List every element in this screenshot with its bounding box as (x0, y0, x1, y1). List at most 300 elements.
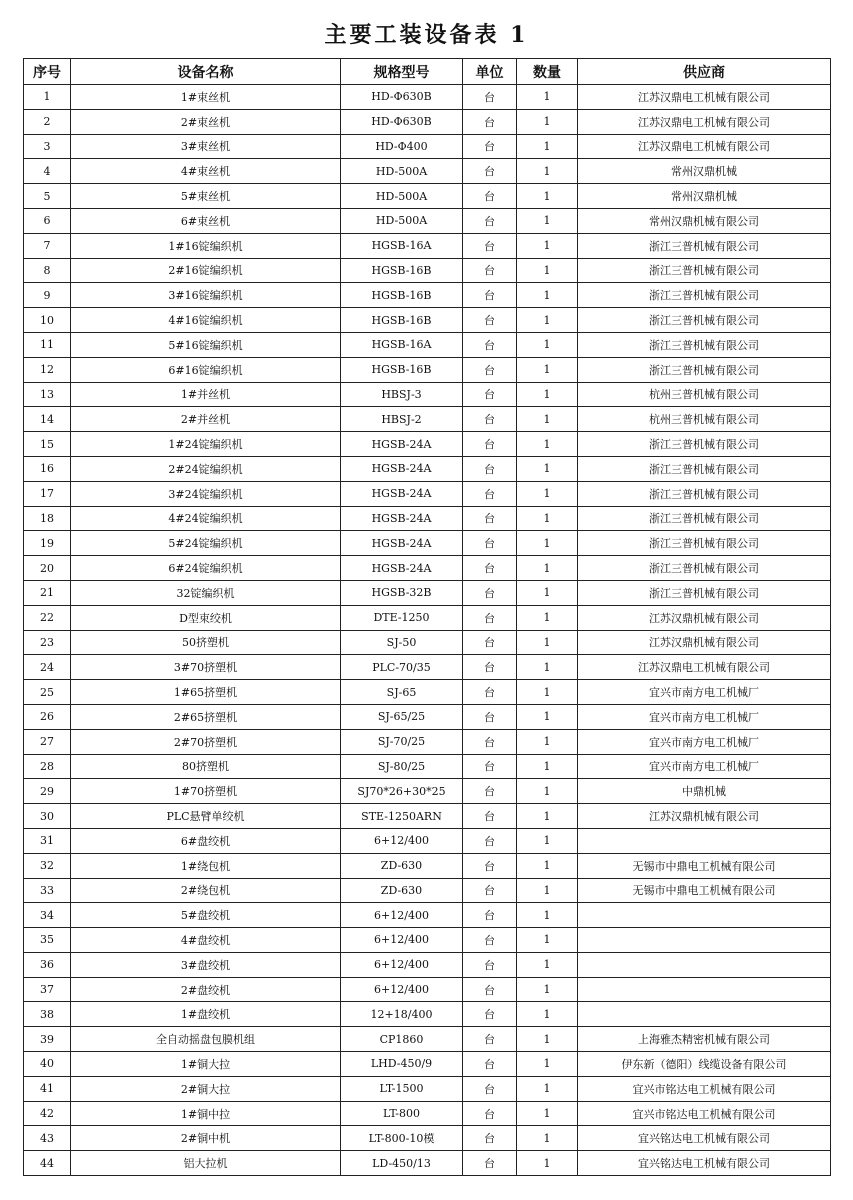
cell-spec-model: HGSB-24A (341, 432, 463, 457)
cell-spec-model: LT-1500 (341, 1076, 463, 1101)
cell-unit: 台 (463, 952, 517, 977)
cell-quantity: 1 (517, 704, 578, 729)
table-row (24, 432, 831, 457)
cell-spec-model: 6+12/400 (341, 952, 463, 977)
cell-quantity: 1 (517, 878, 578, 903)
cell-index: 14 (24, 407, 71, 432)
cell-supplier: 浙江三普机械有限公司 (578, 556, 831, 581)
cell-index: 16 (24, 456, 71, 481)
cell-quantity: 1 (517, 630, 578, 655)
cell-supplier: 浙江三普机械有限公司 (578, 233, 831, 258)
cell-unit: 台 (463, 85, 517, 110)
cell-spec-model: HGSB-16A (341, 233, 463, 258)
table-row (24, 283, 831, 308)
cell-spec-model: HGSB-24A (341, 506, 463, 531)
cell-spec-model: LD-450/13 (341, 1151, 463, 1176)
cell-supplier: 常州汉鼎机械有限公司 (578, 208, 831, 233)
cell-spec-model: 6+12/400 (341, 928, 463, 953)
cell-unit: 台 (463, 804, 517, 829)
cell-supplier: 江苏汉鼎电工机械有限公司 (578, 134, 831, 159)
cell-device-name: 3#束丝机 (71, 134, 341, 159)
cell-spec-model: PLC-70/35 (341, 655, 463, 680)
table-row (24, 332, 831, 357)
cell-index: 36 (24, 952, 71, 977)
cell-supplier: 浙江三普机械有限公司 (578, 506, 831, 531)
cell-index: 23 (24, 630, 71, 655)
header-supplier: 供应商 (578, 59, 831, 85)
table-row (24, 853, 831, 878)
table-row (24, 729, 831, 754)
cell-quantity: 1 (517, 556, 578, 581)
cell-device-name: 5#束丝机 (71, 184, 341, 209)
cell-device-name: 2#束丝机 (71, 109, 341, 134)
table-row (24, 630, 831, 655)
cell-unit: 台 (463, 754, 517, 779)
cell-spec-model: HGSB-24A (341, 556, 463, 581)
cell-device-name: 4#16锭编织机 (71, 308, 341, 333)
cell-device-name: 4#盘绞机 (71, 928, 341, 953)
cell-index: 3 (24, 134, 71, 159)
page-title: 主要工装设备表 1 (324, 22, 529, 48)
cell-quantity: 1 (517, 134, 578, 159)
cell-supplier: 江苏汉鼎电工机械有限公司 (578, 655, 831, 680)
cell-unit: 台 (463, 159, 517, 184)
cell-index: 17 (24, 481, 71, 506)
cell-spec-model: SJ-50 (341, 630, 463, 655)
cell-spec-model: ZD-630 (341, 878, 463, 903)
table-row (24, 85, 831, 110)
cell-device-name: PLC悬臂单绞机 (71, 804, 341, 829)
cell-quantity: 1 (517, 332, 578, 357)
cell-spec-model: SJ-70/25 (341, 729, 463, 754)
cell-index: 24 (24, 655, 71, 680)
cell-device-name: 3#16锭编织机 (71, 283, 341, 308)
cell-unit: 台 (463, 481, 517, 506)
cell-index: 6 (24, 208, 71, 233)
cell-index: 38 (24, 1002, 71, 1027)
cell-quantity: 1 (517, 828, 578, 853)
cell-index: 27 (24, 729, 71, 754)
cell-supplier: 浙江三普机械有限公司 (578, 332, 831, 357)
cell-unit: 台 (463, 407, 517, 432)
cell-supplier: 浙江三普机械有限公司 (578, 357, 831, 382)
cell-index: 28 (24, 754, 71, 779)
table-row (24, 828, 831, 853)
cell-device-name: 3#盘绞机 (71, 952, 341, 977)
cell-device-name: 50挤塑机 (71, 630, 341, 655)
cell-supplier: 宜兴市南方电工机械厂 (578, 704, 831, 729)
cell-unit: 台 (463, 903, 517, 928)
cell-supplier: 浙江三普机械有限公司 (578, 531, 831, 556)
cell-spec-model: ZD-630 (341, 853, 463, 878)
table-row (24, 159, 831, 184)
table-row (24, 134, 831, 159)
cell-spec-model: HGSB-16B (341, 357, 463, 382)
cell-unit: 台 (463, 655, 517, 680)
cell-device-name: 5#24锭编织机 (71, 531, 341, 556)
cell-device-name: 4#24锭编织机 (71, 506, 341, 531)
cell-device-name: 1#盘绞机 (71, 1002, 341, 1027)
cell-quantity: 1 (517, 184, 578, 209)
table-row (24, 407, 831, 432)
cell-unit: 台 (463, 531, 517, 556)
cell-quantity: 1 (517, 952, 578, 977)
cell-unit: 台 (463, 1052, 517, 1077)
cell-unit: 台 (463, 1101, 517, 1126)
cell-supplier: 宜兴铭达电工机械有限公司 (578, 1151, 831, 1176)
cell-device-name: 2#铜大拉 (71, 1076, 341, 1101)
cell-unit: 台 (463, 729, 517, 754)
cell-spec-model: 12+18/400 (341, 1002, 463, 1027)
table-row (24, 580, 831, 605)
cell-quantity: 1 (517, 258, 578, 283)
cell-spec-model: 6+12/400 (341, 903, 463, 928)
table-row (24, 1151, 831, 1176)
cell-spec-model: SJ70*26+30*25 (341, 779, 463, 804)
cell-unit: 台 (463, 630, 517, 655)
cell-supplier: 宜兴市铭达电工机械有限公司 (578, 1076, 831, 1101)
cell-device-name: 1#并丝机 (71, 382, 341, 407)
cell-supplier: 常州汉鼎机械 (578, 184, 831, 209)
table-row (24, 804, 831, 829)
cell-unit: 台 (463, 977, 517, 1002)
cell-quantity: 1 (517, 580, 578, 605)
cell-device-name: 1#70挤塑机 (71, 779, 341, 804)
cell-index: 35 (24, 928, 71, 953)
cell-index: 1 (24, 85, 71, 110)
table-row (24, 184, 831, 209)
cell-quantity: 1 (517, 1027, 578, 1052)
table-row (24, 928, 831, 953)
cell-quantity: 1 (517, 680, 578, 705)
cell-device-name: 2#24锭编织机 (71, 456, 341, 481)
cell-index: 37 (24, 977, 71, 1002)
cell-quantity: 1 (517, 779, 578, 804)
cell-spec-model: SJ-65/25 (341, 704, 463, 729)
cell-supplier: 宜兴市南方电工机械厂 (578, 680, 831, 705)
cell-device-name: 80挤塑机 (71, 754, 341, 779)
table-row (24, 903, 831, 928)
cell-index: 34 (24, 903, 71, 928)
cell-quantity: 1 (517, 977, 578, 1002)
table-row (24, 357, 831, 382)
cell-supplier: 中鼎机械 (578, 779, 831, 804)
cell-quantity: 1 (517, 233, 578, 258)
table-row (24, 1076, 831, 1101)
cell-quantity: 1 (517, 382, 578, 407)
cell-device-name: 1#铜中拉 (71, 1101, 341, 1126)
cell-index: 30 (24, 804, 71, 829)
cell-supplier: 常州汉鼎机械 (578, 159, 831, 184)
cell-quantity: 1 (517, 531, 578, 556)
cell-supplier (578, 1002, 831, 1027)
cell-supplier: 浙江三普机械有限公司 (578, 580, 831, 605)
cell-supplier: 浙江三普机械有限公司 (578, 308, 831, 333)
cell-supplier: 宜兴市南方电工机械厂 (578, 729, 831, 754)
equipment-table (23, 58, 831, 1176)
cell-spec-model: HD-Φ630B (341, 109, 463, 134)
cell-supplier: 伊东新（德阳）线缆设备有限公司 (578, 1052, 831, 1077)
cell-index: 42 (24, 1101, 71, 1126)
cell-device-name: 1#绕包机 (71, 853, 341, 878)
cell-quantity: 1 (517, 159, 578, 184)
cell-supplier: 浙江三普机械有限公司 (578, 283, 831, 308)
cell-device-name: D型束绞机 (71, 605, 341, 630)
cell-unit: 台 (463, 258, 517, 283)
table-header-row (24, 59, 831, 85)
cell-index: 26 (24, 704, 71, 729)
cell-spec-model: HGSB-16B (341, 258, 463, 283)
cell-device-name: 3#70挤塑机 (71, 655, 341, 680)
cell-spec-model: CP1860 (341, 1027, 463, 1052)
cell-unit: 台 (463, 704, 517, 729)
cell-device-name: 2#65挤塑机 (71, 704, 341, 729)
cell-spec-model: 6+12/400 (341, 828, 463, 853)
cell-quantity: 1 (517, 481, 578, 506)
cell-unit: 台 (463, 1027, 517, 1052)
cell-device-name: 3#24锭编织机 (71, 481, 341, 506)
cell-unit: 台 (463, 308, 517, 333)
cell-unit: 台 (463, 779, 517, 804)
cell-spec-model: HD-Φ400 (341, 134, 463, 159)
cell-unit: 台 (463, 184, 517, 209)
table-row (24, 704, 831, 729)
cell-spec-model: LT-800-10模 (341, 1126, 463, 1151)
cell-index: 10 (24, 308, 71, 333)
table-row (24, 754, 831, 779)
cell-device-name: 1#铜大拉 (71, 1052, 341, 1077)
cell-device-name: 1#束丝机 (71, 85, 341, 110)
cell-unit: 台 (463, 357, 517, 382)
table-row (24, 952, 831, 977)
cell-unit: 台 (463, 456, 517, 481)
cell-supplier: 浙江三普机械有限公司 (578, 258, 831, 283)
cell-unit: 台 (463, 1002, 517, 1027)
cell-unit: 台 (463, 332, 517, 357)
cell-index: 8 (24, 258, 71, 283)
cell-unit: 台 (463, 134, 517, 159)
cell-spec-model: DTE-1250 (341, 605, 463, 630)
cell-quantity: 1 (517, 283, 578, 308)
cell-supplier: 浙江三普机械有限公司 (578, 432, 831, 457)
cell-device-name: 2#盘绞机 (71, 977, 341, 1002)
cell-device-name: 5#16锭编织机 (71, 332, 341, 357)
cell-unit: 台 (463, 853, 517, 878)
cell-index: 31 (24, 828, 71, 853)
cell-supplier: 江苏汉鼎电工机械有限公司 (578, 85, 831, 110)
cell-quantity: 1 (517, 506, 578, 531)
table-row (24, 109, 831, 134)
cell-supplier: 宜兴市南方电工机械厂 (578, 754, 831, 779)
header-quantity: 数量 (517, 59, 578, 85)
cell-index: 11 (24, 332, 71, 357)
cell-spec-model: HD-500A (341, 208, 463, 233)
cell-quantity: 1 (517, 655, 578, 680)
table-row (24, 308, 831, 333)
header-index: 序号 (24, 59, 71, 85)
cell-unit: 台 (463, 605, 517, 630)
cell-device-name: 4#束丝机 (71, 159, 341, 184)
cell-unit: 台 (463, 1151, 517, 1176)
cell-quantity: 1 (517, 432, 578, 457)
cell-supplier (578, 903, 831, 928)
cell-supplier: 浙江三普机械有限公司 (578, 456, 831, 481)
cell-quantity: 1 (517, 605, 578, 630)
cell-index: 19 (24, 531, 71, 556)
cell-spec-model: HD-Φ630B (341, 85, 463, 110)
cell-device-name: 6#24锭编织机 (71, 556, 341, 581)
cell-quantity: 1 (517, 208, 578, 233)
table-row (24, 977, 831, 1002)
cell-supplier: 江苏汉鼎电工机械有限公司 (578, 109, 831, 134)
cell-quantity: 1 (517, 308, 578, 333)
cell-index: 41 (24, 1076, 71, 1101)
cell-index: 7 (24, 233, 71, 258)
cell-quantity: 1 (517, 754, 578, 779)
cell-index: 4 (24, 159, 71, 184)
cell-quantity: 1 (517, 357, 578, 382)
cell-quantity: 1 (517, 853, 578, 878)
cell-supplier (578, 977, 831, 1002)
cell-device-name: 全自动摇盘包膜机组 (71, 1027, 341, 1052)
cell-quantity: 1 (517, 1052, 578, 1077)
cell-unit: 台 (463, 1076, 517, 1101)
table-row (24, 1126, 831, 1151)
cell-device-name: 2#绕包机 (71, 878, 341, 903)
header-unit: 单位 (463, 59, 517, 85)
cell-quantity: 1 (517, 1151, 578, 1176)
cell-index: 33 (24, 878, 71, 903)
cell-quantity: 1 (517, 1076, 578, 1101)
cell-device-name: 2#70挤塑机 (71, 729, 341, 754)
cell-device-name: 6#盘绞机 (71, 828, 341, 853)
table-row (24, 531, 831, 556)
cell-unit: 台 (463, 878, 517, 903)
cell-index: 21 (24, 580, 71, 605)
cell-index: 2 (24, 109, 71, 134)
cell-device-name: 6#16锭编织机 (71, 357, 341, 382)
cell-index: 43 (24, 1126, 71, 1151)
cell-unit: 台 (463, 680, 517, 705)
cell-spec-model: HBSJ-3 (341, 382, 463, 407)
cell-unit: 台 (463, 208, 517, 233)
cell-spec-model: HD-500A (341, 159, 463, 184)
table-row (24, 481, 831, 506)
cell-index: 9 (24, 283, 71, 308)
cell-quantity: 1 (517, 1101, 578, 1126)
cell-supplier: 江苏汉鼎机械有限公司 (578, 630, 831, 655)
cell-device-name: 1#65挤塑机 (71, 680, 341, 705)
cell-unit: 台 (463, 109, 517, 134)
cell-unit: 台 (463, 382, 517, 407)
cell-spec-model: 6+12/400 (341, 977, 463, 1002)
table-row (24, 779, 831, 804)
cell-unit: 台 (463, 1126, 517, 1151)
cell-quantity: 1 (517, 1002, 578, 1027)
cell-device-name: 2#铜中机 (71, 1126, 341, 1151)
cell-device-name: 1#16锭编织机 (71, 233, 341, 258)
cell-quantity: 1 (517, 1126, 578, 1151)
cell-quantity: 1 (517, 903, 578, 928)
cell-supplier (578, 828, 831, 853)
header-spec-model: 规格型号 (341, 59, 463, 85)
cell-index: 22 (24, 605, 71, 630)
table-row (24, 655, 831, 680)
table-row (24, 208, 831, 233)
cell-device-name: 32锭编织机 (71, 580, 341, 605)
cell-supplier (578, 952, 831, 977)
cell-unit: 台 (463, 283, 517, 308)
cell-supplier: 江苏汉鼎机械有限公司 (578, 804, 831, 829)
table-row (24, 456, 831, 481)
cell-supplier: 宜兴铭达电工机械有限公司 (578, 1126, 831, 1151)
table-row (24, 1052, 831, 1077)
cell-spec-model: SJ-80/25 (341, 754, 463, 779)
cell-index: 15 (24, 432, 71, 457)
cell-index: 40 (24, 1052, 71, 1077)
cell-index: 13 (24, 382, 71, 407)
cell-device-name: 2#并丝机 (71, 407, 341, 432)
cell-supplier: 无锡市中鼎电工机械有限公司 (578, 878, 831, 903)
cell-index: 12 (24, 357, 71, 382)
cell-index: 5 (24, 184, 71, 209)
cell-unit: 台 (463, 556, 517, 581)
cell-spec-model: STE-1250ARN (341, 804, 463, 829)
cell-spec-model: HGSB-16B (341, 283, 463, 308)
table-row (24, 506, 831, 531)
table-row (24, 233, 831, 258)
cell-supplier: 江苏汉鼎机械有限公司 (578, 605, 831, 630)
cell-spec-model: HBSJ-2 (341, 407, 463, 432)
cell-spec-model: LHD-450/9 (341, 1052, 463, 1077)
cell-spec-model: HGSB-32B (341, 580, 463, 605)
cell-index: 25 (24, 680, 71, 705)
cell-quantity: 1 (517, 729, 578, 754)
cell-spec-model: HGSB-24A (341, 531, 463, 556)
header-device-name: 设备名称 (71, 59, 341, 85)
cell-unit: 台 (463, 506, 517, 531)
cell-supplier: 宜兴市铭达电工机械有限公司 (578, 1101, 831, 1126)
cell-index: 20 (24, 556, 71, 581)
cell-index: 29 (24, 779, 71, 804)
table-row (24, 878, 831, 903)
table-row (24, 1002, 831, 1027)
cell-device-name: 1#24锭编织机 (71, 432, 341, 457)
cell-device-name: 5#盘绞机 (71, 903, 341, 928)
cell-unit: 台 (463, 233, 517, 258)
cell-quantity: 1 (517, 804, 578, 829)
cell-supplier: 上海雅杰精密机械有限公司 (578, 1027, 831, 1052)
cell-supplier: 无锡市中鼎电工机械有限公司 (578, 853, 831, 878)
cell-unit: 台 (463, 580, 517, 605)
cell-quantity: 1 (517, 109, 578, 134)
table-row (24, 680, 831, 705)
table-row (24, 382, 831, 407)
cell-spec-model: HGSB-24A (341, 456, 463, 481)
cell-device-name: 2#16锭编织机 (71, 258, 341, 283)
cell-index: 39 (24, 1027, 71, 1052)
cell-quantity: 1 (517, 456, 578, 481)
cell-device-name: 6#束丝机 (71, 208, 341, 233)
cell-supplier: 杭州三普机械有限公司 (578, 382, 831, 407)
cell-spec-model: SJ-65 (341, 680, 463, 705)
cell-supplier: 浙江三普机械有限公司 (578, 481, 831, 506)
cell-spec-model: HGSB-16B (341, 308, 463, 333)
table-row (24, 605, 831, 630)
table-row (24, 556, 831, 581)
cell-quantity: 1 (517, 407, 578, 432)
cell-spec-model: HGSB-24A (341, 481, 463, 506)
